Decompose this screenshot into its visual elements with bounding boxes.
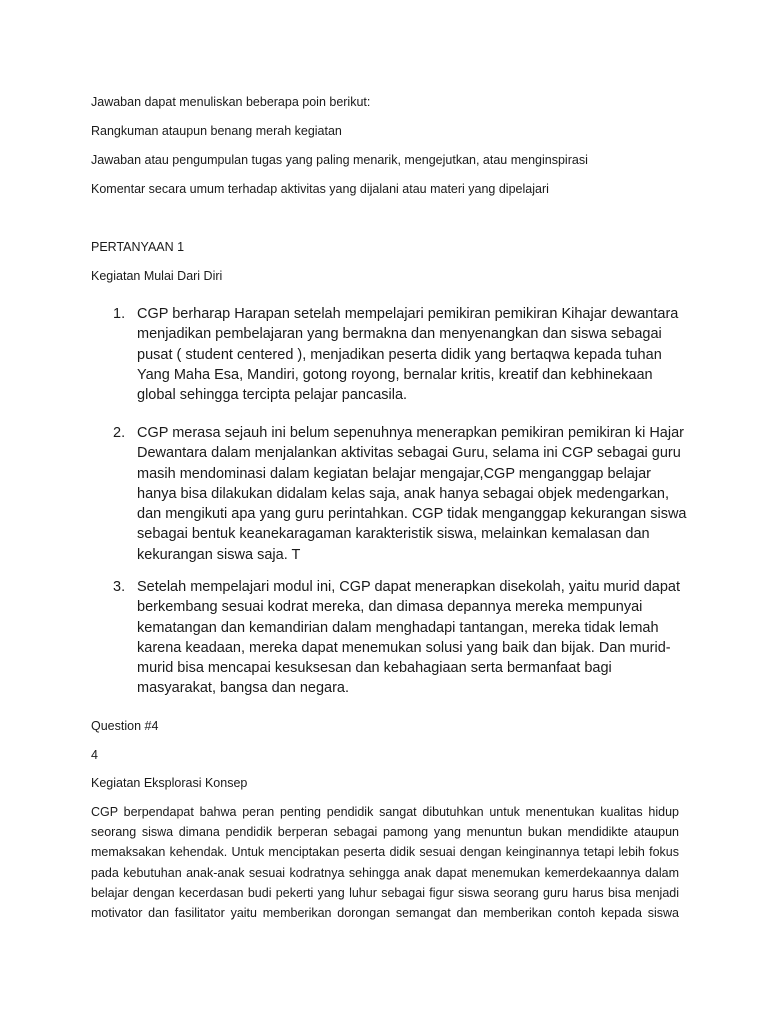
section-heading: Kegiatan Eksplorasi Konsep	[91, 776, 248, 790]
intro-line: Jawaban dapat menuliskan beberapa poin berikut:	[91, 95, 371, 109]
list-line: masih mendominasi dalam kegiatan belajar mengajar,CGP menganggap belajar	[137, 465, 651, 482]
numbered-list	[113, 577, 693, 699]
list-line: menjadikan pembelajaran yang bermakna dan menyenangkan dan siswa sebagai	[137, 326, 662, 343]
question-number: 4	[91, 748, 98, 762]
paragraph-line: belajar dengan kecerdasan budi pekerti yang luhur sebagai figur siswa seorang guru harus bisa menjadi	[91, 885, 679, 900]
intro-line: Rangkuman ataupun benang merah kegiatan	[91, 124, 342, 138]
list-line: pusat ( student centered ), menjadikan peserta didik yang bertaqwa kepada tuhan	[137, 346, 662, 363]
list-line: berkembang sesuai kodrat mereka, dan dimasa depannya mereka mempunyai	[137, 599, 643, 616]
paragraph-line: seorang siswa dimana pendidik berperan sebagai pamong yang menuntun bukan mendidikte ataupun	[91, 825, 679, 840]
numbered-list	[113, 304, 693, 405]
list-line: sebagai bentuk keanekaragaman karakteristik siswa, melainkan kemalasan dan	[137, 526, 650, 543]
list-line: masyarakat, bangsa dan negara.	[137, 680, 349, 697]
list-number: 3.	[113, 579, 126, 595]
list-line: CGP merasa sejauh ini belum sepenuhnya menerapkan pemikiran pemikiran ki Hajar	[137, 425, 684, 441]
list-line: global sehingga tercipta pelajar pancasila.	[137, 387, 408, 404]
list-number: 1.	[113, 306, 126, 322]
list-line: kekurangan siswa saja. T	[137, 546, 301, 563]
list-item	[113, 577, 693, 699]
intro-line: Komentar secara umum terhadap aktivitas yang dijalani atau materi yang dipelajari	[91, 182, 549, 196]
numbered-list	[113, 423, 693, 565]
list-item	[113, 304, 693, 405]
intro-line: Jawaban atau pengumpulan tugas yang paling menarik, mengejutkan, atau menginspirasi	[91, 153, 588, 167]
paragraph-line: motivator dan fasilitator yaitu memberikan dorongan semangat dan memberikan contoh kepada siswa	[91, 906, 679, 921]
list-item	[113, 423, 693, 565]
list-line: CGP berharap Harapan setelah mempelajari pemikiran pemikiran Kihajar dewantara	[137, 306, 679, 322]
list-line: hanya bisa dilakukan didalam kelas saja, anak hanya sebagai objek medengarkan,	[137, 485, 670, 502]
question-label: Question #4	[91, 719, 159, 733]
paragraph-line: memaksakan kehendak. Untuk menciptakan peserta didik sesuai dengan keinginannya tetapi lebih fokus	[91, 845, 679, 860]
list-line: murid bisa mencapai kesuksesan dan kebahagiaan serta bermanfaat bagi	[137, 660, 612, 677]
list-number: 2.	[113, 425, 126, 441]
list-line: Dewantara dalam menjalankan aktivitas sebagai Guru, selama ini CGP sebagai guru	[137, 445, 681, 462]
body-paragraph	[91, 802, 679, 923]
list-line: dan mengikuti apa yang guru perintahkan. CGP tidak menganggap kekurangan siswa	[137, 506, 687, 523]
list-line: Yang Maha Esa, Mandiri, gotong royong, bernalar kritis, kreatif dan kebhinekaan	[137, 366, 653, 383]
paragraph-line: CGP berpendapat bahwa peran penting pendidik sangat dibutuhkan untuk menentukan kualitas hidup	[91, 805, 679, 819]
list-line: Setelah mempelajari modul ini, CGP dapat menerapkan disekolah, yaitu murid dapat	[137, 579, 680, 595]
section-heading: PERTANYAAN 1	[91, 240, 185, 254]
paragraph-line: pada kebutuhan anak-anak sesuai kodratnya sehingga anak dapat menemukan kemerdekaannya dalam	[91, 865, 679, 880]
section-subheading: Kegiatan Mulai Dari Diri	[91, 269, 223, 283]
list-line: karena keadaan, mereka dapat menemukan solusi yang baik dan bijak. Dan murid-	[137, 639, 671, 656]
list-line: kematangan dan kemandirian dalam menghadapi tantangan, mereka tidak lemah	[137, 619, 659, 636]
